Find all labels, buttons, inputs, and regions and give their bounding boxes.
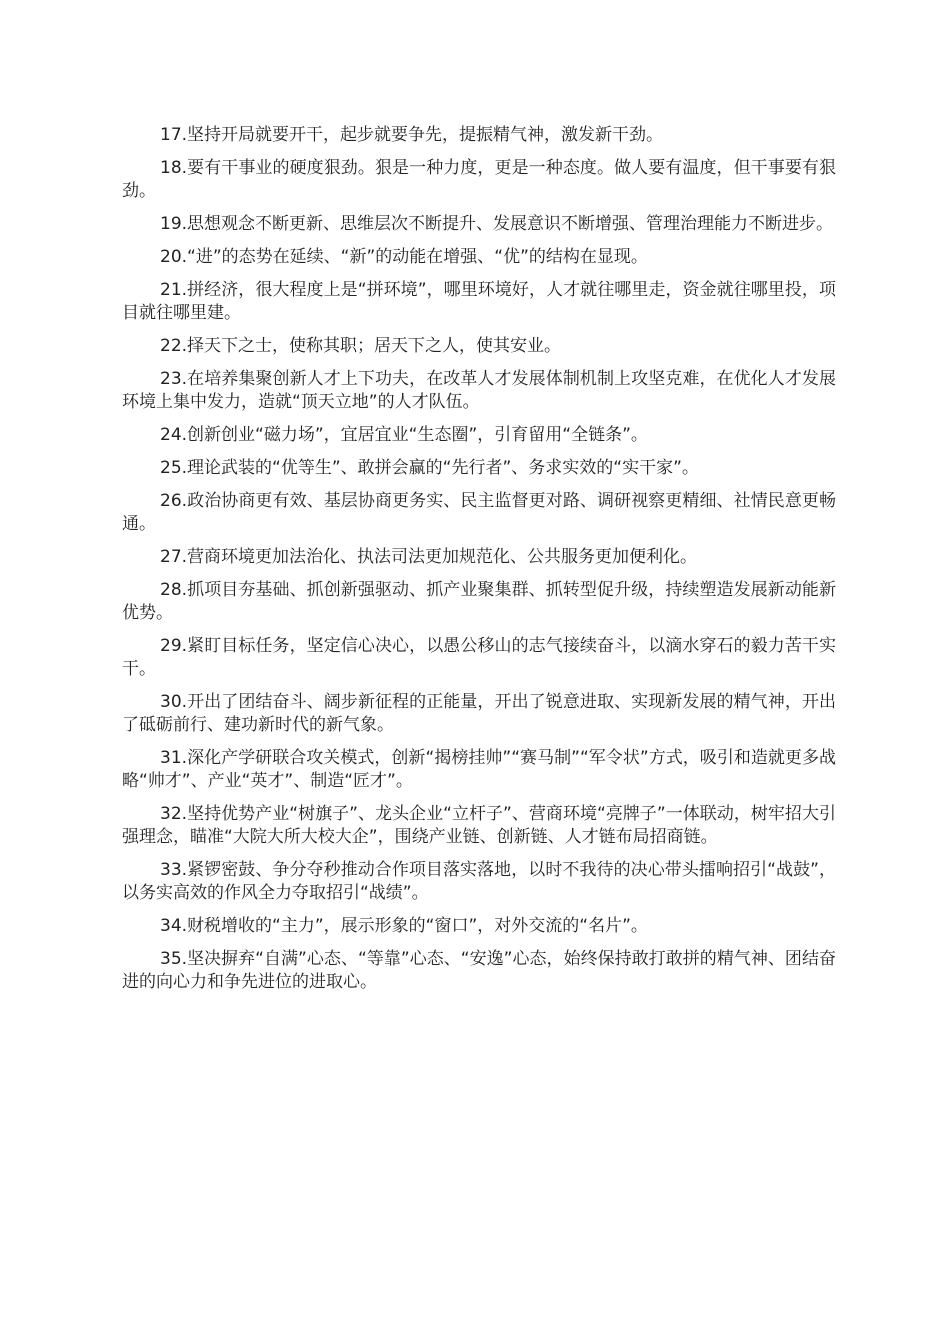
paragraph-33: 33.紧锣密鼓、争分夺秒推动合作项目落实落地，以时不我待的决心带头擂响招引“战鼓”，以务实高效的作风全力夺取招引“战绩”。 — [122, 860, 836, 903]
paragraph-20: 20.“进”的态势在延续、“新”的动能在增强、“优”的结构在显现。 — [160, 247, 648, 267]
paragraph-18: 18.要有干事业的硬度狠劲。狠是一种力度，更是一种态度。做人要有温度，但干事要有狠劲。 — [122, 158, 836, 201]
paragraph-25: 25.理论武装的“优等生”、敢拼会赢的“先行者”、务求实效的“实干家”。 — [160, 458, 699, 478]
paragraph-31: 31.深化产学研联合攻关模式，创新“揭榜挂帅”“赛马制”“军令状”方式，吸引和造就更多战略“帅才”、产业“英才”、制造“匠才”。 — [122, 748, 836, 791]
document-body — [122, 124, 836, 1004]
paragraph-34: 34.财税增收的“主力”，展示形象的“窗口”，对外交流的“名片”。 — [160, 916, 648, 936]
paragraph-26: 26.政治协商更有效、基层协商更务实、民主监督更对路、调研视察更精细、社情民意更畅通。 — [122, 491, 836, 534]
paragraph-19: 19.思想观念不断更新、思维层次不断提升、发展意识不断增强、管理治理能力不断进步。 — [160, 214, 834, 234]
paragraph-22: 22.择天下之士，使称其职；居天下之人，使其安业。 — [160, 336, 562, 356]
paragraph-23: 23.在培养集聚创新人才上下功夫，在改革人才发展体制机制上攻坚克难，在优化人才发展环境上集中发力，造就“顶天立地”的人才队伍。 — [122, 369, 836, 412]
paragraph-17: 17.坚持开局就要开干，起步就要争先，提振精气神，激发新干劲。 — [160, 125, 664, 145]
paragraph-30: 30.开出了团结奋斗、阔步新征程的正能量，开出了锐意进取、实现新发展的精气神，开出了砥砺前行、建功新时代的新气象。 — [122, 692, 836, 735]
paragraph-24: 24.创新创业“磁力场”，宜居宜业“生态圈”，引育留用“全链条”。 — [160, 425, 648, 445]
paragraph-32: 32.坚持优势产业“树旗子”、龙头企业“立杆子”、营商环境“亮牌子”一体联动，树牢招大引强理念，瞄准“大院大所大校大企”，围绕产业链、创新链、人才链布局招商链。 — [122, 804, 836, 847]
paragraph-27: 27.营商环境更加法治化、执法司法更加规范化、公共服务更加便利化。 — [160, 547, 698, 567]
paragraph-29: 29.紧盯目标任务，坚定信心决心，以愚公移山的志气接续奋斗，以滴水穿石的毅力苦干实干。 — [122, 636, 836, 679]
paragraph-21: 21.拼经济，很大程度上是“拼环境”，哪里环境好，人才就往哪里走，资金就往哪里投，项目就往哪里建。 — [122, 280, 836, 323]
paragraph-28: 28.抓项目夯基础、抓创新强驱动、抓产业聚集群、抓转型促升级，持续塑造发展新动能新优势。 — [122, 580, 836, 623]
paragraph-35: 35.坚决摒弃“自满”心态、“等靠”心态、“安逸”心态，始终保持敢打敢拼的精气神、团结奋进的向心力和争先进位的进取心。 — [122, 949, 836, 992]
